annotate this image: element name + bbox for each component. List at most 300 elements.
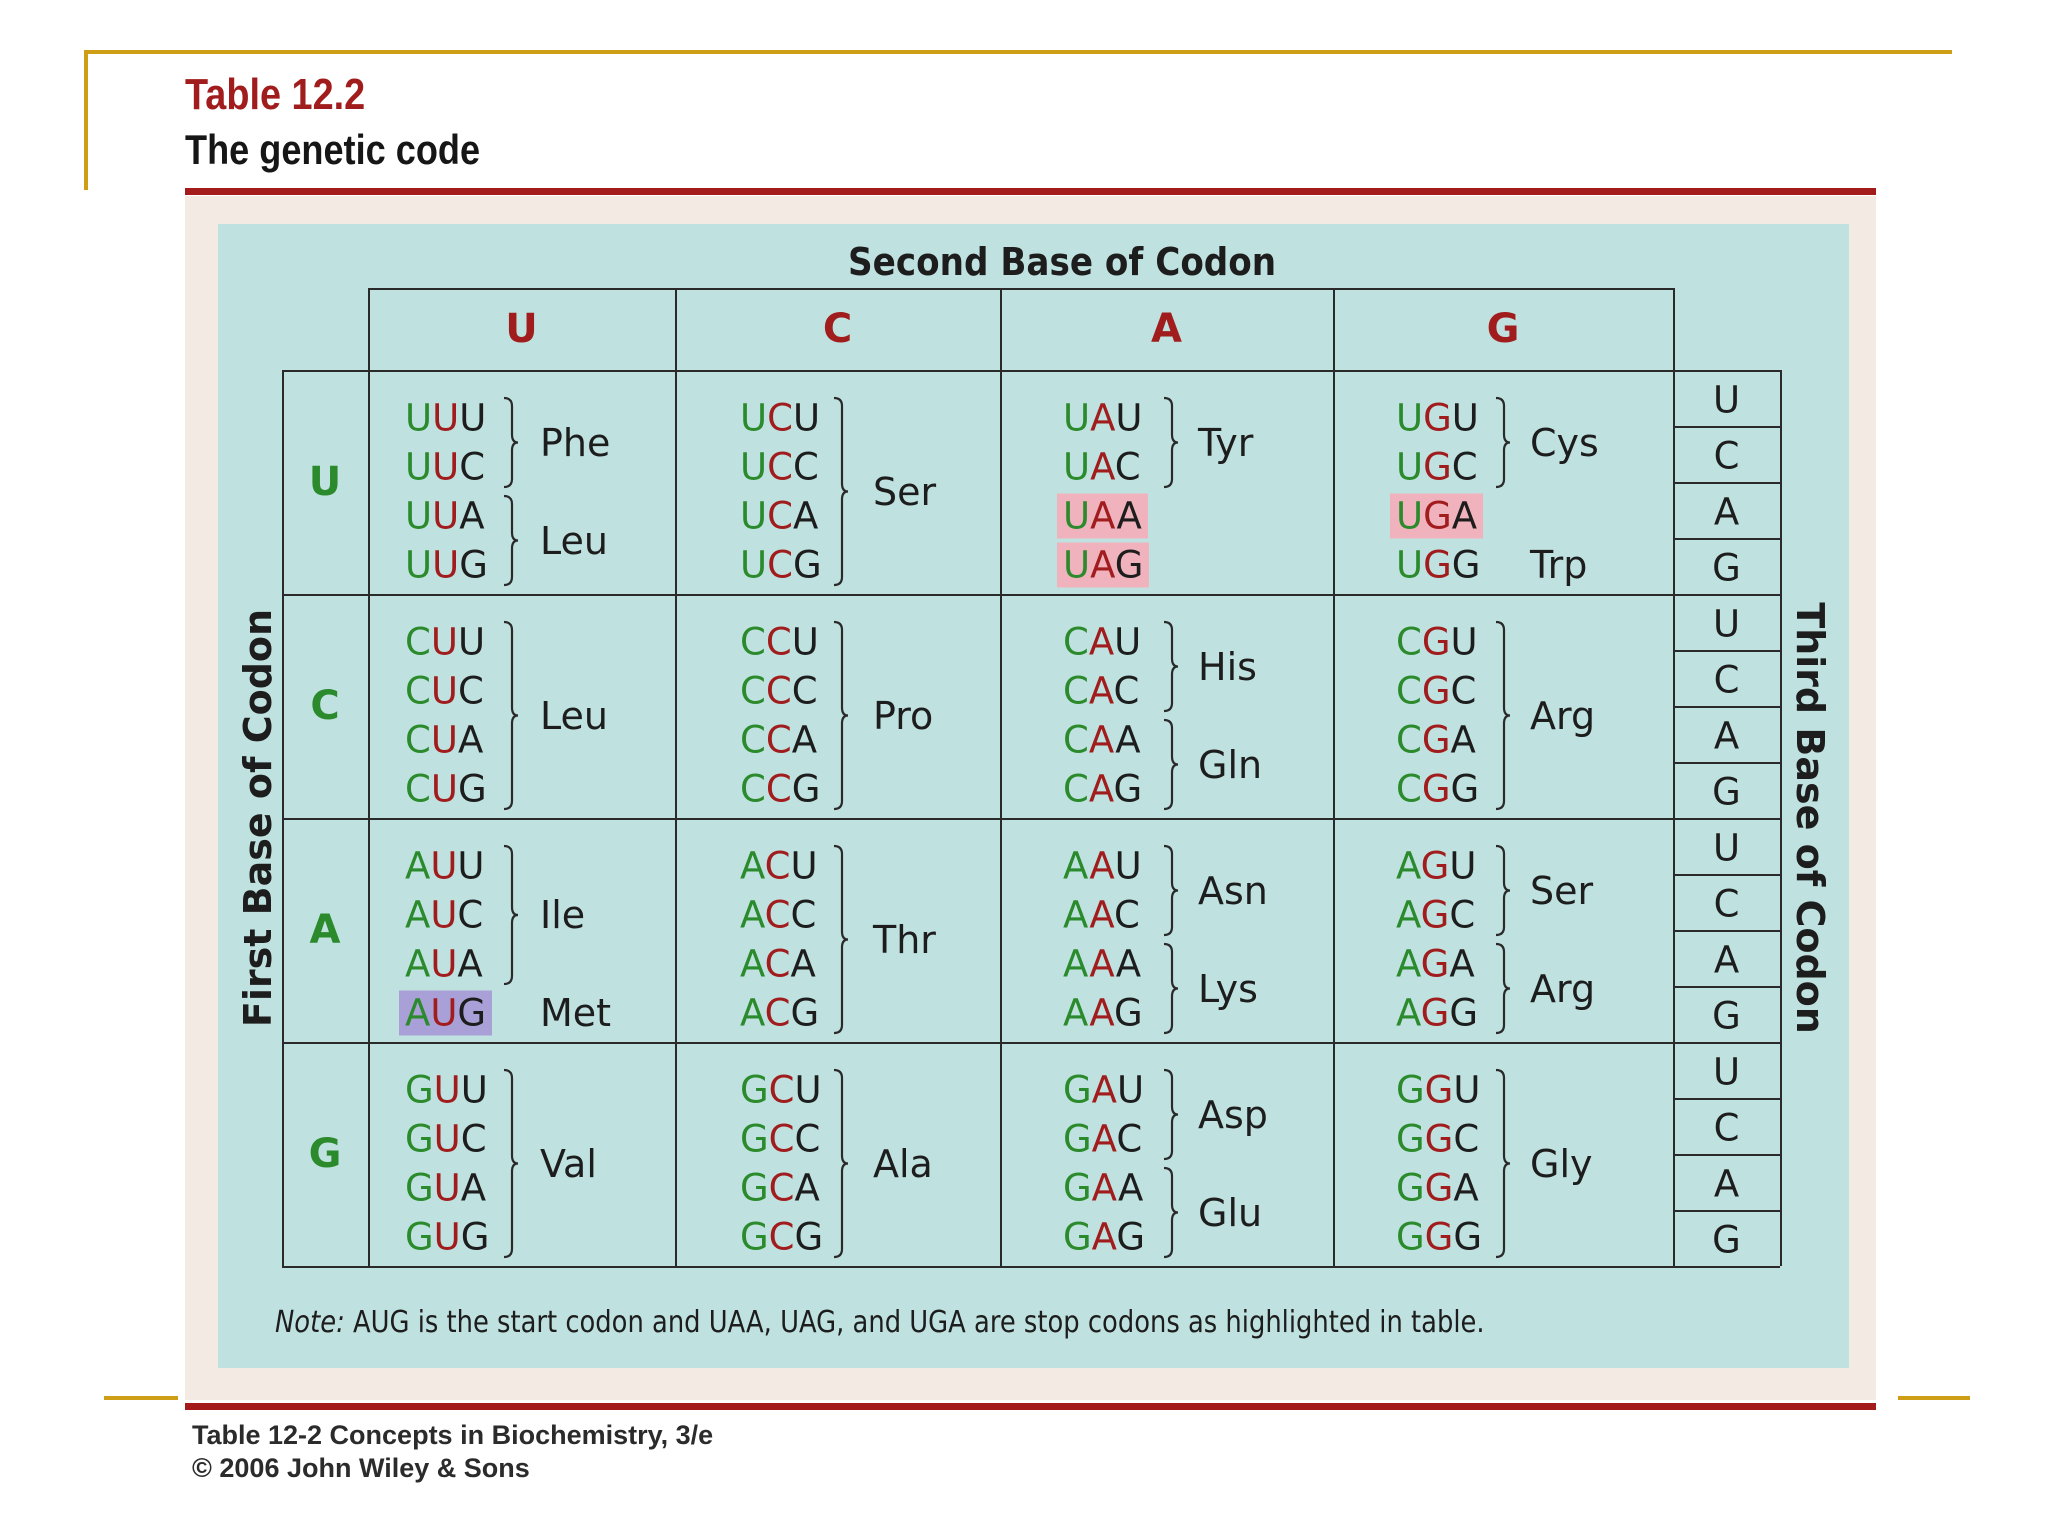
- grid-line: [1673, 482, 1780, 484]
- codon-letter: A: [405, 844, 431, 888]
- grid-line: [1000, 288, 1002, 1266]
- table-title: The genetic code: [185, 126, 481, 173]
- codon-GCA: [734, 1166, 826, 1211]
- codon-letter: U: [1063, 396, 1091, 440]
- codon-letter: G: [792, 543, 822, 587]
- codon-letter: U: [430, 844, 458, 888]
- codon-letter: C: [460, 1117, 487, 1161]
- codon-letter: A: [1449, 942, 1475, 986]
- codon-GAC: [1057, 1117, 1148, 1162]
- codon-letter: U: [433, 1117, 461, 1161]
- codon-letter: C: [764, 893, 791, 937]
- codon-letter: C: [1396, 767, 1422, 811]
- grid-line: [1673, 1154, 1780, 1156]
- codon-letter: G: [794, 1215, 824, 1259]
- brace-icon: [1160, 1166, 1182, 1259]
- grid-line: [1673, 538, 1780, 540]
- table-number: Table 12.2: [185, 70, 366, 119]
- grid-line: [1780, 370, 1782, 1266]
- codon-UAC: [1057, 445, 1147, 490]
- codon-AGA: [1390, 942, 1481, 987]
- codon-letter: A: [457, 718, 484, 762]
- codon-letter: G: [1113, 767, 1143, 811]
- codon-letter: C: [765, 669, 792, 713]
- codon-letter: C: [768, 1215, 795, 1259]
- codon-letter: U: [430, 620, 458, 664]
- codon-letter: C: [764, 991, 791, 1035]
- amino-acid-ala: Ala: [873, 1141, 933, 1186]
- codon-letter: A: [1063, 942, 1090, 986]
- third-base-C: C: [1713, 434, 1740, 478]
- codon-letter: G: [1396, 1215, 1425, 1259]
- codon-group-brace: [1160, 396, 1182, 493]
- codon-letter: U: [433, 1215, 461, 1259]
- codon-UCG: [734, 543, 828, 588]
- codon-letter: A: [1396, 942, 1421, 986]
- codon-CGC: [1390, 669, 1482, 714]
- second-base-U: U: [505, 306, 538, 352]
- grid-line: [1673, 762, 1780, 764]
- codon-ACA: [734, 942, 822, 987]
- codon-letter: C: [740, 620, 766, 664]
- codon-CUA: [399, 718, 489, 763]
- brace-icon: [1160, 1068, 1182, 1161]
- codon-letter: U: [790, 844, 818, 888]
- brace-icon: [500, 844, 522, 986]
- codon-letter: A: [1396, 844, 1421, 888]
- codon-CGU: [1390, 620, 1484, 665]
- amino-acid-his: His: [1198, 644, 1257, 689]
- brace-icon: [500, 494, 522, 587]
- codon-CUU: [399, 620, 491, 665]
- codon-letter: A: [1088, 620, 1115, 664]
- codon-letter: C: [768, 1117, 795, 1161]
- codon-letter: G: [1420, 991, 1450, 1035]
- codon-CAG: [1057, 767, 1148, 812]
- codon-GAA: [1057, 1166, 1149, 1211]
- grid-line: [282, 1042, 1673, 1044]
- brace-icon: [1160, 844, 1182, 937]
- codon-letter: U: [740, 543, 768, 587]
- codon-letter: C: [765, 718, 792, 762]
- amino-acid-trp: Trp: [1530, 543, 1588, 587]
- codon-UUC: [399, 445, 491, 490]
- codon-letter: U: [405, 396, 433, 440]
- codon-letter: C: [767, 494, 793, 538]
- amino-acid-asp: Asp: [1198, 1092, 1268, 1137]
- bottom-gold-rule-left: [104, 1396, 178, 1400]
- third-base-G: G: [1712, 1218, 1741, 1262]
- codon-group-brace: [1160, 718, 1182, 815]
- codon-letter: C: [405, 767, 431, 811]
- first-base-A: A: [309, 907, 341, 953]
- codon-GCG: [734, 1215, 829, 1260]
- codon-group-brace: [1160, 620, 1182, 717]
- codon-letter: U: [1453, 1068, 1481, 1112]
- codon-UGG: [1390, 543, 1486, 588]
- third-base-U: U: [1712, 602, 1741, 646]
- codon-letter: U: [740, 494, 768, 538]
- codon-letter: C: [1114, 445, 1141, 489]
- codon-letter: G: [405, 1166, 434, 1210]
- codon-letter: A: [405, 991, 431, 1035]
- amino-acid-lys: Lys: [1198, 966, 1258, 1011]
- second-base-header: Second Base of Codon: [848, 240, 1277, 284]
- codon-letter: G: [405, 1117, 434, 1161]
- third-base-C: C: [1713, 1106, 1740, 1150]
- codon-letter: U: [791, 620, 819, 664]
- first-base-header: First Base of Codon: [236, 608, 280, 1028]
- codon-letter: G: [1420, 893, 1450, 937]
- brace-icon: [1492, 844, 1514, 937]
- codon-AGU: [1390, 844, 1482, 889]
- codon-letter: U: [433, 1068, 461, 1112]
- codon-letter: C: [457, 669, 484, 713]
- codon-UCC: [734, 445, 825, 490]
- codon-letter: C: [457, 893, 484, 937]
- codon-letter: C: [405, 669, 431, 713]
- brace-icon: [1160, 718, 1182, 811]
- codon-ACG: [734, 991, 825, 1036]
- third-base-A: A: [1713, 490, 1740, 534]
- codon-letter: A: [1453, 1166, 1479, 1210]
- codon-letter: A: [1091, 1068, 1117, 1112]
- codon-GGU: [1390, 1068, 1486, 1113]
- codon-CCC: [734, 669, 824, 714]
- codon-letter: G: [1116, 1215, 1146, 1259]
- codon-letter: C: [1396, 718, 1422, 762]
- codon-letter: A: [794, 1166, 820, 1210]
- codon-letter: C: [1450, 669, 1477, 713]
- codon-letter: A: [792, 494, 819, 538]
- codon-letter: G: [1424, 1068, 1454, 1112]
- codon-letter: U: [457, 844, 485, 888]
- first-base-C: C: [310, 683, 340, 729]
- codon-CAC: [1057, 669, 1145, 714]
- codon-group-brace: [500, 1068, 522, 1263]
- codon-group-brace: [500, 494, 522, 591]
- third-base-G: G: [1712, 546, 1741, 590]
- grid-line: [1673, 930, 1780, 932]
- grid-line: [1333, 288, 1335, 1266]
- codon-letter: A: [1088, 669, 1114, 713]
- codon-CUC: [399, 669, 490, 714]
- codon-letter: C: [767, 543, 793, 587]
- third-base-A: A: [1713, 1162, 1740, 1206]
- codon-letter: C: [1451, 445, 1478, 489]
- grid-line: [282, 370, 1673, 372]
- codon-AAG: [1057, 991, 1149, 1036]
- codon-letter: U: [430, 767, 458, 811]
- codon-letter: U: [430, 718, 458, 762]
- codon-AAU: [1057, 844, 1148, 889]
- codon-letter: U: [792, 396, 821, 440]
- codon-letter: A: [1396, 991, 1421, 1035]
- amino-acid-gly: Gly: [1530, 1141, 1593, 1186]
- grid-line: [1673, 874, 1780, 876]
- grid-line: [282, 1266, 1673, 1268]
- codon-group-brace: [500, 620, 522, 815]
- amino-acid-gln: Gln: [1198, 742, 1263, 787]
- grid-line: [1673, 818, 1780, 820]
- codon-GGG: [1390, 1215, 1488, 1260]
- codon-CUG: [399, 767, 493, 812]
- source-citation-line2: © 2006 John Wiley & Sons: [192, 1453, 530, 1483]
- second-base-A: A: [1151, 306, 1182, 352]
- codon-letter: A: [740, 942, 765, 986]
- amino-acid-leu: Leu: [540, 693, 608, 738]
- codon-letter: A: [1091, 1215, 1117, 1259]
- codon-GCC: [734, 1117, 826, 1162]
- codon-letter: U: [794, 1068, 822, 1112]
- codon-group-brace: [830, 844, 852, 1039]
- codon-letter: U: [1449, 844, 1477, 888]
- codon-letter: C: [405, 718, 431, 762]
- codon-UAG: [1057, 543, 1149, 588]
- codon-letter: G: [1063, 1117, 1092, 1161]
- codon-UAA: [1057, 494, 1148, 539]
- codon-letter: G: [457, 767, 487, 811]
- codon-letter: C: [740, 767, 766, 811]
- codon-letter: C: [1113, 669, 1140, 713]
- brace-icon: [830, 396, 852, 587]
- codon-letter: G: [1423, 396, 1452, 440]
- top-red-rule: [185, 188, 1876, 195]
- top-gold-rule: [84, 50, 1952, 54]
- source-citation-line1: Table 12-2 Concepts in Biochemistry, 3/e: [192, 1420, 714, 1450]
- codon-letter: C: [1396, 620, 1422, 664]
- codon-letter: G: [740, 1117, 769, 1161]
- codon-letter: U: [740, 445, 768, 489]
- codon-AGC: [1390, 893, 1481, 938]
- codon-letter: G: [1063, 1215, 1092, 1259]
- brace-icon: [830, 620, 852, 811]
- codon-letter: A: [1090, 543, 1115, 587]
- codon-GGC: [1390, 1117, 1485, 1162]
- codon-letter: U: [405, 543, 433, 587]
- grid-line: [1673, 706, 1780, 708]
- codon-AUA: [399, 942, 489, 987]
- codon-letter: G: [1396, 1166, 1425, 1210]
- codon-letter: C: [764, 942, 791, 986]
- codon-AUG: [399, 991, 492, 1036]
- grid-line: [1673, 1098, 1780, 1100]
- codon-letter: C: [459, 445, 486, 489]
- codon-letter: G: [459, 543, 488, 587]
- amino-acid-glu: Glu: [1198, 1190, 1263, 1235]
- codon-letter: C: [1063, 767, 1089, 811]
- codon-GAG: [1057, 1215, 1151, 1260]
- codon-letter: C: [768, 1068, 795, 1112]
- grid-line: [1673, 594, 1780, 596]
- codon-letter: C: [767, 396, 793, 440]
- codon-letter: G: [1421, 669, 1451, 713]
- codon-UAU: [1057, 396, 1149, 441]
- codon-AGG: [1390, 991, 1484, 1036]
- codon-letter: A: [459, 494, 485, 538]
- codon-letter: U: [405, 445, 433, 489]
- codon-CCA: [734, 718, 823, 763]
- codon-letter: U: [1396, 445, 1424, 489]
- codon-letter: G: [1423, 543, 1452, 587]
- codon-letter: A: [1090, 445, 1115, 489]
- codon-letter: U: [1063, 445, 1091, 489]
- codon-letter: U: [432, 445, 460, 489]
- codon-letter: G: [405, 1068, 434, 1112]
- grid-line: [1673, 1042, 1780, 1044]
- codon-letter: A: [740, 991, 765, 1035]
- codon-letter: A: [1063, 893, 1090, 937]
- grid-line: [1673, 986, 1780, 988]
- codon-letter: G: [740, 1215, 769, 1259]
- codon-letter: C: [1063, 718, 1089, 762]
- codon-letter: C: [767, 445, 793, 489]
- codon-letter: A: [1089, 942, 1116, 986]
- codon-letter: U: [457, 620, 486, 664]
- grid-line: [368, 288, 1673, 290]
- codon-letter: G: [1449, 991, 1479, 1035]
- codon-letter: A: [1116, 494, 1142, 538]
- codon-GCU: [734, 1068, 828, 1113]
- codon-CGA: [1390, 718, 1482, 763]
- codon-letter: U: [430, 991, 458, 1035]
- codon-letter: A: [1088, 718, 1116, 762]
- codon-group-brace: [1492, 396, 1514, 493]
- codon-ACC: [734, 893, 822, 938]
- codon-letter: A: [1450, 718, 1476, 762]
- brace-icon: [1160, 942, 1182, 1035]
- codon-letter: G: [1421, 718, 1451, 762]
- codon-letter: A: [740, 844, 765, 888]
- codon-letter: U: [430, 893, 458, 937]
- codon-letter: U: [1396, 494, 1424, 538]
- amino-acid-asn: Asn: [1198, 868, 1268, 913]
- codon-group-brace: [830, 396, 852, 591]
- codon-group-brace: [830, 1068, 852, 1263]
- amino-acid-tyr: Tyr: [1198, 420, 1254, 465]
- grid-line: [675, 288, 677, 1266]
- codon-letter: G: [1423, 494, 1452, 538]
- codon-letter: G: [1396, 1117, 1425, 1161]
- brace-icon: [1160, 396, 1182, 489]
- codon-group-brace: [500, 844, 522, 990]
- third-base-C: C: [1713, 658, 1740, 702]
- codon-letter: U: [430, 669, 458, 713]
- codon-group-brace: [500, 396, 522, 493]
- grid-line: [1673, 288, 1675, 1266]
- codon-letter: A: [457, 942, 483, 986]
- codon-letter: C: [1114, 893, 1140, 937]
- codon-letter: G: [1453, 1215, 1483, 1259]
- codon-letter: C: [764, 844, 791, 888]
- codon-letter: A: [1089, 844, 1115, 888]
- codon-GUG: [399, 1215, 495, 1260]
- codon-letter: A: [460, 1166, 487, 1210]
- codon-group-brace: [1492, 844, 1514, 941]
- codon-GAU: [1057, 1068, 1150, 1113]
- amino-acid-arg: Arg: [1530, 693, 1596, 738]
- codon-letter: A: [1063, 844, 1090, 888]
- codon-letter: C: [1449, 893, 1476, 937]
- first-base-U: U: [308, 459, 342, 505]
- codon-letter: G: [1424, 1117, 1454, 1161]
- codon-AUC: [399, 893, 489, 938]
- codon-letter: A: [1451, 494, 1478, 538]
- codon-UUA: [399, 494, 491, 539]
- amino-acid-ser: Ser: [1530, 868, 1594, 913]
- codon-letter: U: [1396, 543, 1424, 587]
- codon-letter: G: [1420, 942, 1450, 986]
- grid-line: [368, 288, 370, 1266]
- codon-letter: A: [1090, 396, 1116, 440]
- codon-letter: U: [432, 396, 460, 440]
- codon-letter: A: [1088, 767, 1114, 811]
- codon-letter: G: [791, 767, 821, 811]
- codon-letter: U: [1114, 620, 1142, 664]
- third-base-C: C: [1713, 882, 1740, 926]
- codon-letter: G: [405, 1215, 434, 1259]
- codon-letter: C: [405, 620, 431, 664]
- codon-group-brace: [830, 620, 852, 815]
- grid-line: [1673, 370, 1780, 372]
- brace-icon: [1492, 1068, 1514, 1259]
- grid-line: [1673, 1266, 1780, 1268]
- codon-letter: G: [460, 1215, 490, 1259]
- codon-letter: G: [1450, 767, 1480, 811]
- codon-CAU: [1057, 620, 1147, 665]
- codon-letter: C: [740, 718, 766, 762]
- codon-letter: U: [1451, 396, 1479, 440]
- codon-letter: C: [740, 669, 766, 713]
- codon-letter: A: [405, 942, 431, 986]
- codon-letter: A: [1091, 1117, 1117, 1161]
- codon-letter: A: [1396, 893, 1421, 937]
- brace-icon: [500, 396, 522, 489]
- codon-letter: C: [1063, 669, 1089, 713]
- codon-letter: C: [1063, 620, 1089, 664]
- codon-letter: A: [1115, 942, 1141, 986]
- codon-AAA: [1057, 942, 1147, 987]
- codon-letter: U: [1115, 396, 1143, 440]
- codon-letter: G: [457, 991, 487, 1035]
- third-base-G: G: [1712, 770, 1741, 814]
- codon-letter: U: [1114, 844, 1142, 888]
- amino-acid-thr: Thr: [873, 917, 936, 962]
- third-base-A: A: [1713, 714, 1740, 758]
- codon-group-brace: [1492, 620, 1514, 815]
- grid-line: [282, 594, 1673, 596]
- codon-UUG: [399, 543, 494, 588]
- third-base-G: G: [1712, 994, 1741, 1038]
- codon-letter: A: [1091, 1166, 1119, 1210]
- amino-acid-pro: Pro: [873, 693, 934, 738]
- codon-letter: A: [405, 893, 431, 937]
- codon-CCG: [734, 767, 826, 812]
- codon-letter: G: [790, 991, 820, 1035]
- codon-letter: G: [1063, 1068, 1092, 1112]
- codon-letter: G: [1396, 1068, 1425, 1112]
- brace-icon: [500, 1068, 522, 1259]
- codon-UGC: [1390, 445, 1484, 490]
- codon-letter: A: [790, 942, 816, 986]
- codon-group-brace: [1160, 1068, 1182, 1165]
- codon-letter: C: [765, 620, 792, 664]
- codon-GUU: [399, 1068, 494, 1113]
- codon-UCU: [734, 396, 826, 441]
- bottom-gold-rule-right: [1898, 1396, 1970, 1400]
- third-base-header: Third Base of Codon: [1788, 602, 1832, 1034]
- codon-GGA: [1390, 1166, 1485, 1211]
